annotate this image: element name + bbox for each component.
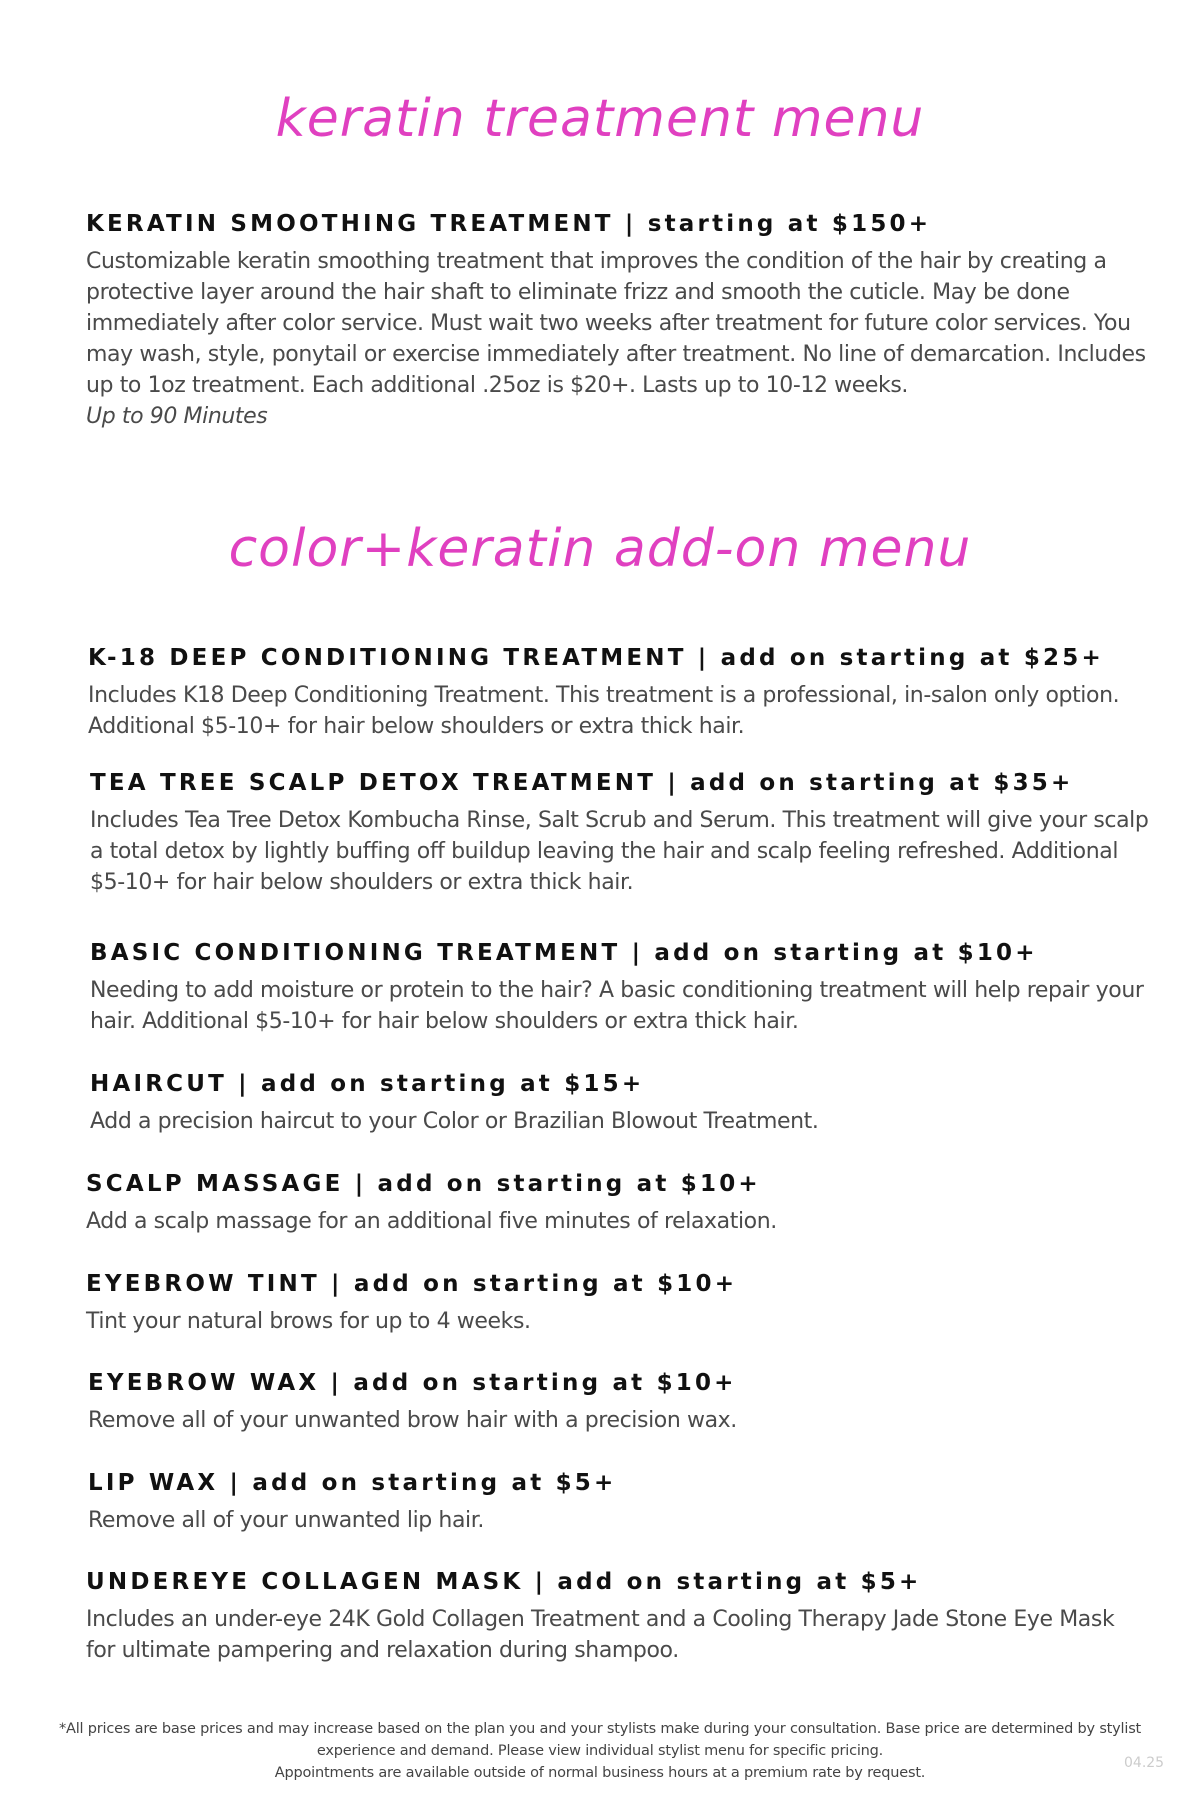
addon-item-undereye-mask	[86, 1568, 1146, 1666]
addon-description: Add a scalp massage for an additional five minutes of relaxation.	[86, 1208, 777, 1234]
addon-description: Includes an under-eye 24K Gold Collagen Treatment and a Cooling Therapy Jade Stone Eye Mask for ultimate pampering and relaxation during shampoo.	[86, 1606, 1115, 1663]
addon-item-haircut	[90, 1070, 1150, 1137]
addon-description: Remove all of your unwanted brow hair with a precision wax.	[88, 1407, 737, 1433]
addon-heading: HAIRCUT | add on starting at $15+	[90, 1071, 645, 1097]
addon-description: Includes Tea Tree Detox Kombucha Rinse, Salt Scrub and Serum. This treatment will give your scalp a total detox by lightly buffing off buildup leaving the hair and scalp feeling refreshed. Additional $5-10+ for hair below shoulders or extra thick hair.	[90, 807, 1149, 895]
addon-description: Remove all of your unwanted lip hair.	[88, 1507, 484, 1533]
service-heading: KERATIN SMOOTHING TREATMENT | starting at $150+	[86, 211, 932, 237]
addon-item-lip-wax	[88, 1469, 1148, 1536]
hours-note: Appointments are available outside of normal business hours at a premium rate by request.	[274, 1765, 926, 1781]
service-description: Customizable keratin smoothing treatment that improves the condition of the hair by creating a protective layer around the hair shaft to eliminate frizz and smooth the cuticle. May be done immediately after color service. Must wait two weeks after treatment for future color services. You may wash, style, ponytail or exercise immediately after treatment. No line of demarcation. Includes up to 1oz treatment. Each additional .25oz is $20+. Lasts up to 10-12 weeks.	[86, 248, 1146, 398]
addon-heading: LIP WAX | add on starting at $5+	[88, 1470, 617, 1496]
addon-heading: TEA TREE SCALP DETOX TREATMENT | add on starting at $35+	[90, 770, 1074, 796]
keratin-smoothing-service	[86, 210, 1146, 432]
addon-heading: BASIC CONDITIONING TREATMENT | add on starting at $10+	[90, 940, 1038, 966]
addon-heading: UNDEREYE COLLAGEN MASK | add on starting at $5+	[86, 1569, 922, 1595]
addon-heading: EYEBROW TINT | add on starting at $10+	[86, 1271, 738, 1297]
addon-description: Includes K18 Deep Conditioning Treatment. This treatment is a professional, in-salon only option. Additional $5-10+ for hair below shoulders or extra thick hair.	[88, 682, 1120, 739]
pricing-footnote	[30, 1718, 1170, 1784]
addon-item-tea-tree	[90, 769, 1150, 898]
addon-menu-title: color+keratin add-on menu	[228, 519, 972, 579]
addon-description: Tint your natural brows for up to 4 weeks.	[86, 1308, 531, 1334]
addon-item-eyebrow-wax	[88, 1369, 1148, 1436]
keratin-menu-title: keratin treatment menu	[275, 89, 925, 149]
addon-item-eyebrow-tint	[86, 1270, 1146, 1337]
addon-description: Needing to add moisture or protein to the hair? A basic conditioning treatment will help repair your hair. Additional $5-10+ for hair below shoulders or extra thick hair.	[90, 977, 1144, 1034]
service-duration: Up to 90 Minutes	[86, 403, 268, 429]
pricing-disclaimer: *All prices are base prices and may increase based on the plan you and your stylists make during your consultation. Base price are determined by stylist experience and demand. Please view individual stylist menu for specific pricing.	[58, 1721, 1142, 1759]
addon-heading: SCALP MASSAGE | add on starting at $10+	[86, 1171, 761, 1197]
addon-heading: K-18 DEEP CONDITIONING TREATMENT | add on starting at $25+	[88, 645, 1104, 671]
addon-heading: EYEBROW WAX | add on starting at $10+	[88, 1370, 737, 1396]
addon-item-k18	[88, 644, 1148, 742]
addon-item-scalp-massage	[86, 1170, 1146, 1237]
version-label: 04.25	[1124, 1755, 1165, 1771]
addon-description: Add a precision haircut to your Color or Brazilian Blowout Treatment.	[90, 1108, 819, 1134]
addon-item-basic-conditioning	[90, 939, 1150, 1037]
